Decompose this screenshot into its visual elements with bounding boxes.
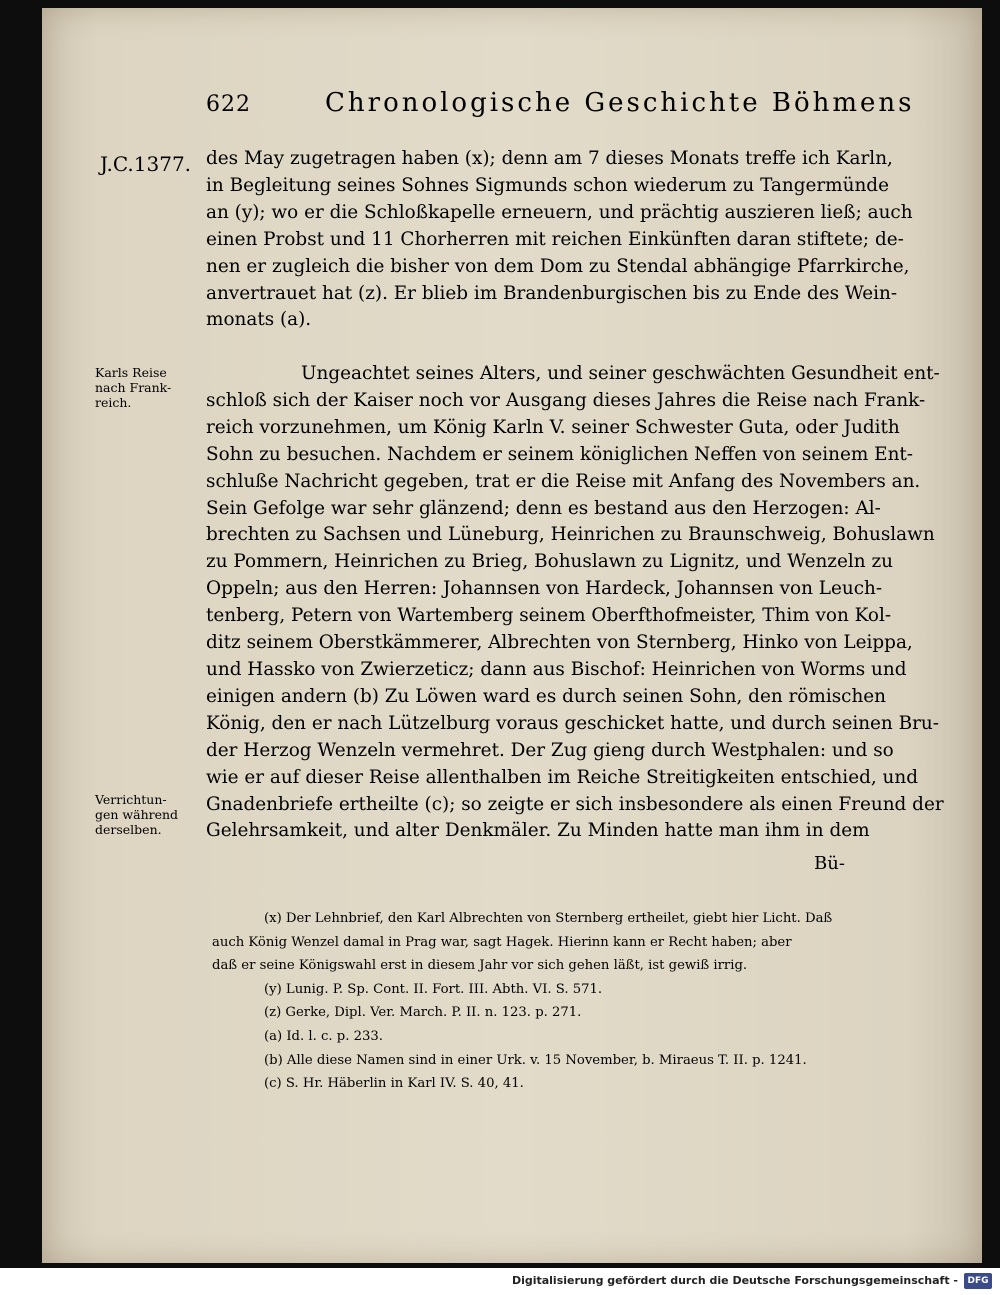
footnote-line: (a) Id. l. c. p. 233. (264, 1028, 383, 1044)
margin-note-line: Verrichtun- (95, 792, 167, 807)
text-line: Oppeln; aus den Herren: Johannsen von Hardeck, Johannsen von Leuch- (206, 578, 883, 600)
text-line: wie er auf dieser Reise allenthalben im Reiche Streitigkeiten entschied, und (206, 766, 918, 788)
text-line: Ungeachtet seines Alters, und seiner geschwächten Gesundheit ent- (301, 363, 940, 384)
text-line: anvertrauet hat (z). Er blieb im Brandenburgischen bis zu Ende des Wein- (206, 282, 898, 304)
year-marker: J.C.1377. (100, 152, 192, 176)
text-line: einen Probst und 11 Chorherren mit reichen Einkünften daran stiftete; de- (206, 228, 904, 250)
margin-note-karls-reise (95, 365, 205, 410)
footnote-line: (x) Der Lehnbrief, den Karl Albrechten von Sternberg ertheilet, giebt hier Licht. Daß (264, 911, 833, 926)
catchword: Bü- (814, 853, 845, 874)
footnote-line: auch König Wenzel damal in Prag war, sagt Hagek. Hierinn kann er Recht haben; aber (212, 934, 792, 950)
text-line: ditz seinem Oberstkämmerer, Albrechten von Sternberg, Hinko von Leippa, (206, 632, 913, 654)
text-line: des May zugetragen haben (x); denn am 7 dieses Monats treffe ich Karln, (206, 148, 893, 169)
text-line: Sohn zu besuchen. Nachdem er seinem königlichen Neffen von seinem Ent- (206, 443, 914, 465)
footnote-line: daß er seine Königswahl erst in diesem Jahr vor sich gehen läßt, ist gewiß irrig. (212, 958, 748, 974)
text-line: reich vorzunehmen, um König Karln V. seiner Schwester Guta, oder Judith (206, 416, 900, 438)
footnote-line: (b) Alle diese Namen sind in einer Urk. v. 15 November, b. Miraeus T. II. p. 1241. (264, 1052, 807, 1068)
footnote-line: (y) Lunig. P. Sp. Cont. II. Fort. III. Abth. VI. S. 571. (264, 981, 603, 997)
dfg-logo-icon: DFG (964, 1273, 992, 1289)
footnotes (212, 907, 892, 1096)
footer-bar (0, 1268, 1000, 1295)
text-line: in Begleitung seines Sohnes Sigmunds schon wiederum zu Tangermünde (206, 174, 889, 196)
paragraph-2 (206, 361, 944, 845)
text-line: schluße Nachricht gegeben, trat er die Reise mit Anfang des Novembers an. (206, 470, 921, 492)
text-line: monats (a). (206, 309, 312, 331)
margin-note-line: gen während (95, 807, 179, 822)
text-line: schloß sich der Kaiser noch vor Ausgang dieses Jahres die Reise nach Frank- (206, 389, 926, 411)
margin-note-line: nach Frank- (95, 380, 172, 395)
text-line: und Hassko von Zwierzeticz; dann aus Bischof: Heinrichen von Worms und (206, 658, 907, 680)
text-line: tenberg, Petern von Wartemberg seinem Oberfthofmeister, Thim von Kol- (206, 605, 892, 627)
text-line: der Herzog Wenzeln vermehret. Der Zug gieng durch Westphalen: und so (206, 739, 894, 761)
paragraph-1 (206, 146, 913, 334)
text-line: brechten zu Sachsen und Lüneburg, Heinrichen zu Braunschweig, Bohuslawn (206, 524, 935, 546)
text-line: einigen andern (b) Zu Löwen ward es durch seinen Sohn, den römischen (206, 685, 887, 707)
margin-note-line: Karls Reise (95, 365, 167, 380)
text-line: Sein Gefolge war sehr glänzend; denn es bestand aus den Herzogen: Al- (206, 497, 881, 519)
text-line: zu Pommern, Heinrichen zu Brieg, Bohuslawn zu Lignitz, und Wenzeln zu (206, 551, 893, 573)
margin-note-verrichtungen (95, 792, 205, 837)
margin-note-line: derselben. (95, 822, 162, 837)
margin-note-line: reich. (95, 395, 132, 410)
text-line: Gelehrsamkeit, und alter Denkmäler. Zu Minden hatte man ihm in dem (206, 820, 870, 842)
running-title: Chronologische Geschichte Böhmens (325, 88, 915, 118)
footnote-line: (z) Gerke, Dipl. Ver. March. P. II. n. 123. p. 271. (264, 1005, 582, 1021)
text-line: Gnadenbriefe ertheilte (c); so zeigte er sich insbesondere als einen Freund der (206, 793, 944, 815)
text-line: nen er zugleich die bisher von dem Dom zu Stendal abhängige Pfarrkirche, (206, 255, 910, 277)
funding-credit: Digitalisierung gefördert durch die Deutsche Forschungsgemeinschaft - (511, 1274, 958, 1287)
footnote-line: (c) S. Hr. Häberlin in Karl IV. S. 40, 41. (264, 1076, 524, 1092)
page-number: 622 (206, 92, 251, 117)
text-line: an (y); wo er die Schloßkapelle erneuern, und prächtig auszieren ließ; auch (206, 201, 913, 223)
text-line: König, den er nach Lützelburg voraus geschicket hatte, und durch seinen Bru- (206, 712, 939, 734)
